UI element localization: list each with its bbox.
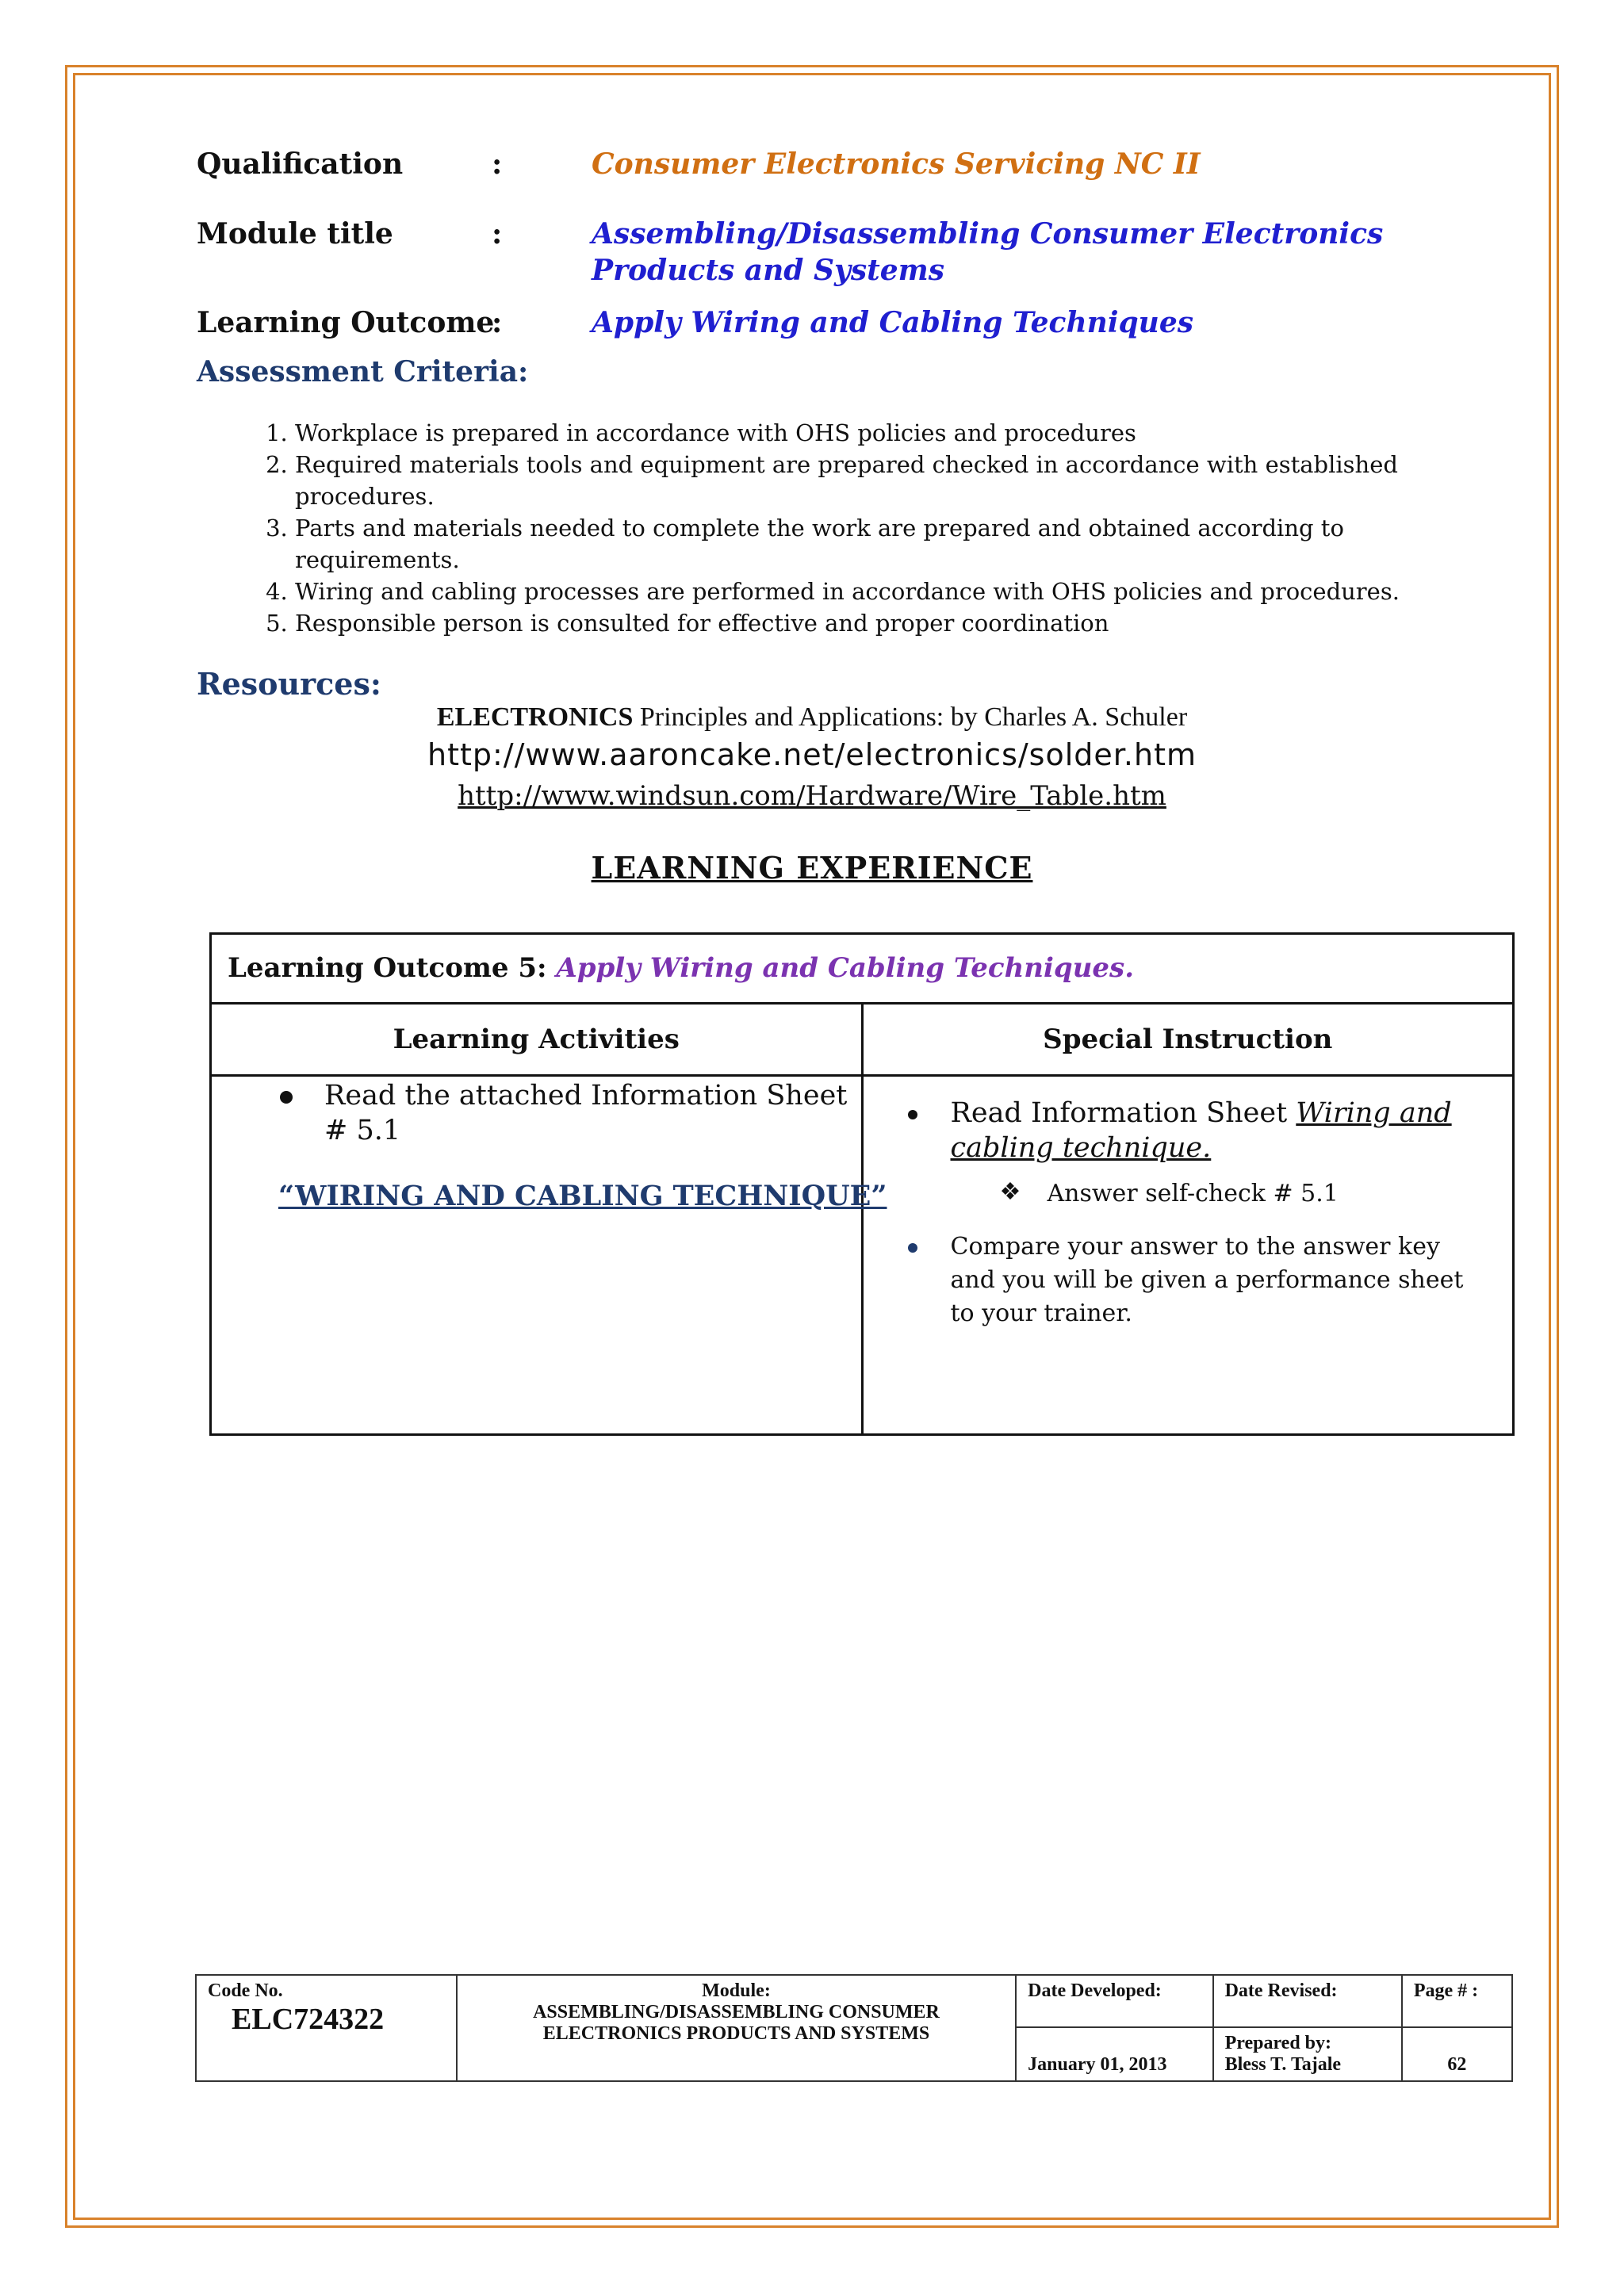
instruction-sheet-link[interactable]: Wiring and cabling technique.	[950, 1097, 1452, 1164]
learning-outcome-label: Learning Outcome	[197, 306, 495, 339]
list-item: 1. Workplace is prepared in accordance with OHS policies and procedures	[295, 417, 1500, 449]
resource-book-details: Principles and Applications: by Charles A. Schuler	[633, 702, 1188, 732]
qualification-label: Qualification	[197, 147, 404, 181]
special-instruction-cell	[862, 1076, 1514, 1435]
colon: :	[492, 147, 503, 181]
bullet-icon	[280, 1091, 293, 1104]
learning-outcome-value: Apply Wiring and Cabling Techniques	[592, 306, 1194, 339]
resource-book-title: ELECTRONICS	[436, 702, 634, 732]
activity-link[interactable]: “WIRING AND CABLING TECHNIQUE”	[278, 1180, 887, 1212]
learning-outcome-text: Apply Wiring and Cabling Techniques.	[556, 952, 1135, 984]
qualification-value: Consumer Electronics Servicing NC II	[592, 147, 1201, 181]
instruction-self-check: Answer self-check # 5.1	[1047, 1180, 1339, 1207]
learning-activities-header: Learning Activities	[211, 1004, 863, 1076]
learning-outcome-header	[211, 934, 1514, 1004]
learning-activities-cell	[211, 1076, 887, 1435]
footer-date-developed-value: January 01, 2013	[1016, 2027, 1212, 2081]
footer-date-developed-label: Date Developed:	[1016, 1975, 1212, 2027]
footer-prepared-value: Bless T. Tajale	[1224, 2054, 1342, 2075]
footer-code-cell	[196, 1975, 457, 2081]
learning-experience-title: LEARNING EXPERIENCE	[591, 850, 1033, 886]
module-title-value-line1: Assembling/Disassembling Consumer Electronics	[592, 217, 1384, 251]
footer-prepared-cell	[1213, 2027, 1402, 2081]
footer-module-line1: ASSEMBLING/DISASSEMBLING CONSUMER	[533, 2002, 940, 2022]
instruction-compare: Compare your answer to the answer key and you will be given a performance sheet to your trainer.	[950, 1233, 1464, 1327]
learning-outcome-prefix: Learning Outcome 5:	[228, 952, 557, 984]
footer-module-line2: ELECTRONICS PRODUCTS AND SYSTEMS	[542, 2023, 930, 2044]
list-item: 3. Parts and materials needed to complete the work are prepared and obtained according to requirements.	[295, 512, 1500, 576]
module-title-label: Module title	[197, 217, 393, 251]
module-title-value-line2: Products and Systems	[592, 254, 945, 287]
footer-page-label: Page # :	[1402, 1975, 1512, 2027]
footer-page-value: 62	[1402, 2027, 1512, 2081]
footer-module-cell	[457, 1975, 1016, 2081]
list-item: 2. Required materials tools and equipment are prepared checked in accordance with established procedures.	[295, 449, 1500, 512]
learning-experience-table	[209, 932, 1515, 1436]
list-item: 5. Responsible person is consulted for effective and proper coordination	[295, 607, 1500, 639]
footer-date-revised-label: Date Revised:	[1213, 1975, 1402, 2027]
special-instruction-header: Special Instruction	[862, 1004, 1514, 1076]
resource-link-aaroncake[interactable]: http://www.aaroncake.net/electronics/solder.htm	[427, 737, 1197, 772]
document-footer	[195, 1974, 1513, 2082]
assessment-criteria-list	[197, 417, 1500, 639]
bullet-icon	[908, 1243, 917, 1253]
activity-text: Read the attached Information Sheet # 5.1	[324, 1080, 848, 1146]
footer-code-value: ELC724322	[232, 2003, 385, 2036]
footer-code-label: Code No.	[208, 1980, 283, 2001]
list-item: 4. Wiring and cabling processes are performed in accordance with OHS policies and procedures.	[295, 576, 1500, 607]
instruction-read-sheet	[951, 1096, 1458, 1165]
footer-prepared-label: Prepared by:	[1224, 2033, 1332, 2053]
bullet-icon	[908, 1110, 917, 1119]
colon: :	[492, 217, 503, 251]
diamond-bullet-icon: ❖	[999, 1178, 1021, 1206]
resource-book	[0, 702, 1624, 733]
instruction-read-prefix: Read Information Sheet	[950, 1097, 1297, 1129]
colon: :	[492, 306, 503, 339]
assessment-criteria-title: Assessment Criteria:	[197, 355, 529, 388]
resources-title: Resources:	[197, 666, 381, 702]
resource-link-windsun[interactable]: http://www.windsun.com/Hardware/Wire_Table.htm	[458, 780, 1166, 812]
footer-module-label: Module:	[702, 1980, 771, 2001]
